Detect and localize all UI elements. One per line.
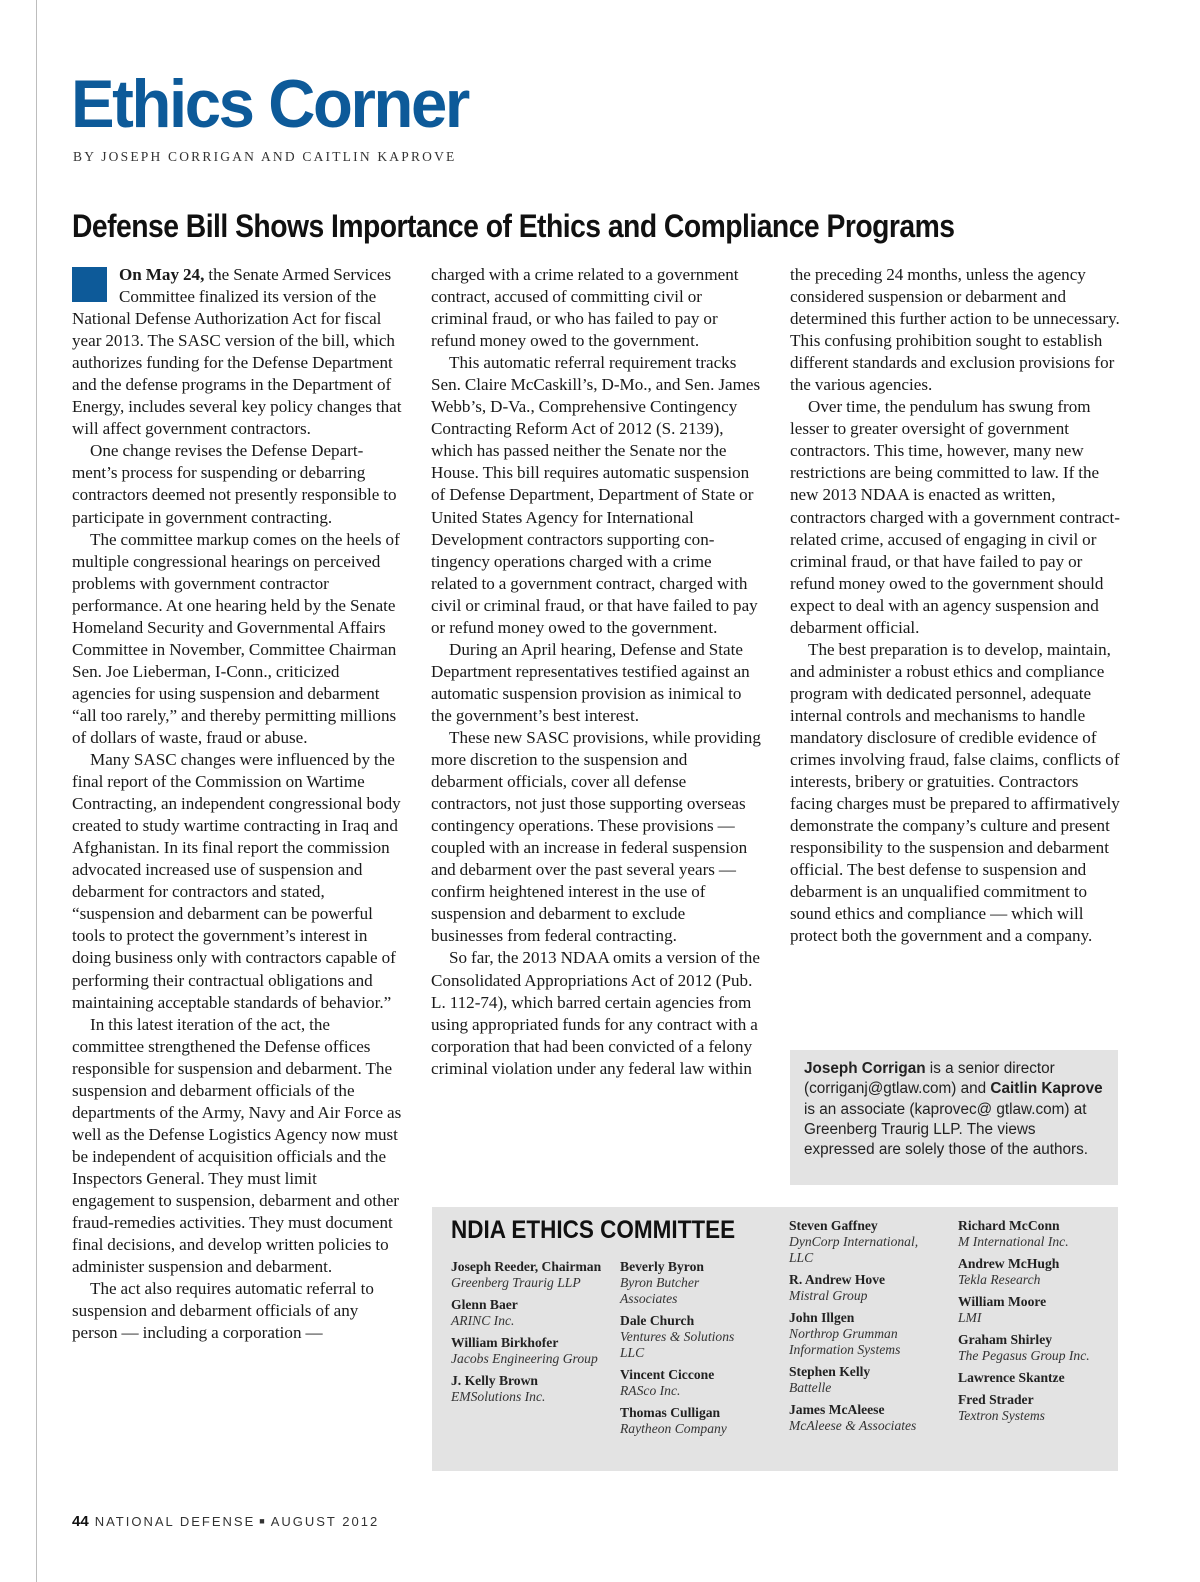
member-org: RASco Inc. bbox=[620, 1383, 681, 1398]
committee-title: NDIA ETHICS COMMITTEE bbox=[451, 1216, 736, 1244]
member-org: Mistral Group bbox=[789, 1288, 868, 1303]
publication-name: NATIONAL DEFENSE bbox=[94, 1514, 256, 1529]
paragraph-continued: the preceding 24 months, unless the agency considered suspension or debarment and determined this further action to be unnecessary. This confusing prohibition sought to establish different standards and exclusion provisions for the various agencies. bbox=[790, 265, 1120, 395]
member-name: Vincent Ciccone bbox=[620, 1367, 715, 1382]
member-name: Richard McConn bbox=[958, 1218, 1060, 1233]
member-name: Glenn Baer bbox=[451, 1297, 518, 1312]
member-name: Thomas Culligan bbox=[620, 1405, 721, 1420]
byline: BY JOSEPH CORRIGAN AND CAITLIN KAPROVE bbox=[73, 149, 457, 164]
paragraph: One change revises the Defense Department’s process for suspending or debarring contractors deemed not presently responsible to participate in government contracting. bbox=[72, 441, 397, 527]
committee-member bbox=[958, 1256, 1108, 1288]
paragraph: The act also requires automatic referral to suspension and debarment officials of any person — including a corporation — bbox=[72, 1279, 374, 1343]
member-name: Andrew McHugh bbox=[958, 1256, 1060, 1271]
paragraph: Over time, the pendulum has swung from lesser to greater oversight of government contractors. This time, however, many new restrictions are being committed to law. If the new 2013 NDAA is enacted as written, contractors charged with a government contract-related crime, accused of engaging in civil or criminal fraud, or that have failed to pay or refund money owed to the government should expect to deal with an agency suspension and debarment official. bbox=[790, 397, 1120, 637]
member-org: EMSolutions Inc. bbox=[451, 1389, 546, 1404]
member-org: Jacobs Engineering Group bbox=[451, 1351, 598, 1366]
page-footer bbox=[72, 1513, 379, 1530]
member-org: DynCorp International, LLC bbox=[789, 1234, 919, 1265]
member-org: Ventures & Solutions LLC bbox=[620, 1329, 735, 1360]
paragraph: These new SASC provisions, while providing more discretion to the suspension and debarment officials, cover all defense contractors, not just those supporting overseas contingency operations. These provisions — coupled with an increase in federal suspension and debarment over the past several years — confirm heightened interest in the use of suspension and debarment to exclude businesses from federal contracting. bbox=[431, 727, 761, 946]
member-name: Beverly Byron bbox=[620, 1259, 704, 1274]
member-org: Tekla Research bbox=[958, 1272, 1041, 1287]
member-org: McAleese & Associates bbox=[789, 1418, 917, 1433]
author-name: Caitlin Kaprove bbox=[990, 1080, 1103, 1098]
author-bio-text: is an associate (kaprovec@ gtlaw.com) at Greenberg Traurig LLP. The views expressed are solely those of the authors. bbox=[804, 1100, 1089, 1159]
page-number: 44 bbox=[72, 1513, 89, 1530]
committee-member bbox=[620, 1405, 750, 1437]
committee-member bbox=[958, 1392, 1108, 1424]
article-column-1 bbox=[72, 264, 402, 1344]
committee-member bbox=[958, 1218, 1108, 1250]
committee-column-3 bbox=[789, 1218, 934, 1440]
committee-member bbox=[451, 1335, 613, 1367]
issue-date: AUGUST 2012 bbox=[270, 1514, 380, 1529]
committee-member bbox=[620, 1313, 750, 1361]
member-org: M International Inc. bbox=[958, 1234, 1069, 1249]
committee-member bbox=[958, 1332, 1108, 1364]
committee-member bbox=[620, 1259, 750, 1307]
member-org: Greenberg Traurig LLP bbox=[451, 1275, 581, 1290]
member-name: Stephen Kelly bbox=[789, 1364, 871, 1379]
member-name: John Illgen bbox=[789, 1310, 855, 1325]
paragraph: During an April hearing, Defense and State Department representatives testified against an automatic suspension provision as inimical to the government’s best interest. bbox=[431, 639, 750, 725]
department-title: Ethics Corner bbox=[71, 66, 468, 142]
lead-in: On May 24, bbox=[119, 265, 205, 284]
member-name: Steven Gaffney bbox=[789, 1218, 878, 1233]
committee-column-2 bbox=[620, 1259, 750, 1443]
committee-member bbox=[958, 1294, 1108, 1326]
author-bio-text: is a senior director (corriganj@gtlaw.com) and bbox=[804, 1060, 1055, 1098]
author-bio-box bbox=[790, 1050, 1118, 1185]
member-name: R. Andrew Hove bbox=[789, 1272, 886, 1287]
member-org: ARINC Inc. bbox=[451, 1313, 515, 1328]
article-column-2 bbox=[431, 264, 761, 1080]
member-org: Northrop Grumman Information Systems bbox=[789, 1326, 901, 1357]
paragraph: The committee markup comes on the heels of multiple congressional hearings on perceived problems with government contractor performance. At one hearing held by the Senate Homeland Security and Governmental Affairs Committee in November, Committee Chairman Sen. Joe Lieberman, I-Conn., criticized agencies for using suspension and debarment “all too rarely,” and thereby permitting millions of dollars of waste, fraud or abuse. bbox=[72, 529, 400, 747]
article-headline: Defense Bill Shows Importance of Ethics and Compliance Programs bbox=[72, 208, 955, 244]
paragraph-text: the Senate Armed Services Committee finalized its version of the National Defense Authorization Act for fiscal year 2013. The SASC version of the bill, which authorizes funding for the Defense Department and the defense programs in the Department of Energy, includes several key policy changes that will affect government contractors. bbox=[72, 265, 402, 439]
member-org: LMI bbox=[958, 1310, 982, 1325]
member-name: Fred Strader bbox=[958, 1392, 1034, 1407]
committee-member bbox=[958, 1370, 1108, 1386]
committee-member bbox=[789, 1272, 934, 1304]
member-name: J. Kelly Brown bbox=[451, 1373, 538, 1388]
member-name: Dale Church bbox=[620, 1313, 695, 1328]
member-name: James McAleese bbox=[789, 1402, 885, 1417]
paragraph: This automatic referral requirement tracks Sen. Claire McCaskill’s, D-Mo., and Sen. James Webb’s, D-Va., Comprehensive Contingency Contracting Reform Act of 2012 (S. 2139), which has passed neither the Senate nor the House. This bill requires automatic suspension of Defense Department, Department of State or United States Agency for International Development contractors supporting contingency operations charged with a crime related to a government contract, charged with civil or criminal fraud, or that have failed to pay or refund money owed to the government. bbox=[431, 353, 761, 637]
footer-separator: ■ bbox=[259, 1516, 267, 1526]
member-name: William Moore bbox=[958, 1294, 1047, 1309]
committee-member bbox=[789, 1402, 934, 1434]
committee-member bbox=[789, 1310, 934, 1358]
committee-member bbox=[620, 1367, 750, 1399]
dropcap-square bbox=[72, 267, 107, 302]
paragraph: So far, the 2013 NDAA omits a version of the Consolidated Appropriations Act of 2012 (Pub. L. 112-74), which barred certain agencies from using appropriated funds for any contract with a corporation that had been convicted of a felony criminal violation under any federal law within bbox=[431, 948, 760, 1078]
paragraph: The best preparation is to develop, maintain, and administer a robust ethics and compliance program with dedicated personnel, adequate internal controls and mechanisms to handle mandatory disclosure of credible evidence of crimes involving fraud, false claims, conflicts of interests, bribery or gratuities. Contractors facing charges must be prepared to affirmatively demonstrate the company’s culture and present responsibility to the suspension and debarment official. The best defense to suspension and debarment is an unqualified commitment to sound ethics and compliance — which will protect both the government and a company. bbox=[790, 639, 1120, 946]
member-name: Graham Shirley bbox=[958, 1332, 1053, 1347]
author-name: Joseph Corrigan bbox=[804, 1060, 926, 1077]
committee-member bbox=[451, 1297, 613, 1329]
member-org: Raytheon Company bbox=[620, 1421, 727, 1436]
paragraph: Many SASC changes were influenced by the final report of the Commission on Wartime Contracting, an independent congressional body created to study wartime contracting in Iraq and Afghanistan. In its final report the commission advocated increased use of suspension and debarment for contractors and stated, “suspension and debarment can be powerful tools to protect the government’s interest in doing business only with contractors capable of performing their contractual obligations and maintaining acceptable standards of behavior.” bbox=[72, 750, 401, 1012]
committee-member bbox=[451, 1373, 613, 1405]
committee-member bbox=[789, 1364, 934, 1396]
paragraph: In this latest iteration of the act, the committee strengthened the Defense offices responsible for suspension and debarment. The suspension and debarment officials of the departments of the Army, Navy and Air Force as well as the Defense Logistics Agency now must be independent of acquisition officials and the Inspectors General. They must limit engagement to suspension, debarment and other fraud-remedies activities. They must document final decisions, and develop written policies to administer suspension and debarment. bbox=[72, 1014, 402, 1277]
member-name: William Birkhofer bbox=[451, 1335, 559, 1350]
committee-column-1 bbox=[451, 1259, 613, 1411]
committee-member bbox=[789, 1218, 934, 1266]
lead-paragraph bbox=[72, 264, 402, 440]
member-org: Textron Systems bbox=[958, 1408, 1045, 1423]
member-name: Lawrence Skantze bbox=[958, 1370, 1065, 1385]
article-column-3 bbox=[790, 264, 1120, 947]
page-margin-rule bbox=[36, 0, 37, 1582]
committee-member bbox=[451, 1259, 613, 1291]
member-org: The Pegasus Group Inc. bbox=[958, 1348, 1090, 1363]
committee-column-4 bbox=[958, 1218, 1108, 1430]
paragraph-continued: charged with a crime related to a government contract, accused of committing civil or criminal fraud, or who has failed to pay or refund money owed to the government. bbox=[431, 265, 739, 351]
member-name: Joseph Reeder, Chairman bbox=[451, 1259, 602, 1274]
member-org: Battelle bbox=[789, 1380, 832, 1395]
member-org: Byron Butcher Associates bbox=[620, 1275, 700, 1306]
